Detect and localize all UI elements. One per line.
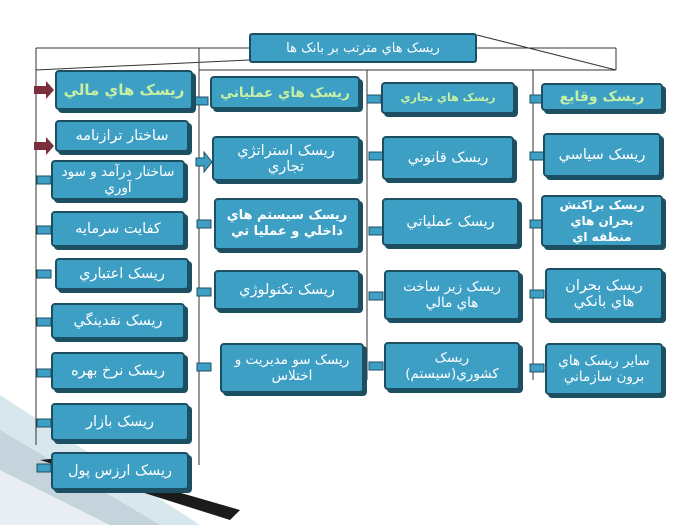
financial-arrows xyxy=(34,81,54,155)
operational-item-mismanagement: ريسک سو مديريت و اختلاس xyxy=(220,343,364,393)
business-risks-header: ريسک هاي تجاري xyxy=(381,82,515,114)
business-item-operational: ريسک عملياتي xyxy=(382,198,519,246)
operational-item-technology: ريسک تکنولوژي xyxy=(214,270,360,310)
business-item-legal: ريسک قانوني xyxy=(382,136,514,180)
events-item-regional-crisis: ريسک براکنش بحران هاي منطقه اي xyxy=(541,195,663,247)
financial-item-market-risk: ريسک بازار xyxy=(51,403,189,441)
events-item-political: ريسک سياسي xyxy=(543,133,661,177)
financial-item-balance-sheet: ساختار ترازنامه xyxy=(55,120,189,152)
events-item-banking-crisis: ريسک بحران هاي بانکي xyxy=(545,268,663,320)
financial-item-capital-adequacy: کفايت سرمايه xyxy=(51,211,185,247)
business-item-financial-infrastructure: ريسک زير ساخت هاي مالي xyxy=(384,270,520,320)
financial-item-income-structure: ساختار درآمد و سود آوري xyxy=(51,160,185,200)
business-item-country-risk: ريسک کشوري(سيستم) xyxy=(384,342,520,390)
diagram-title: ريسک هاي مترتب بر بانک ها xyxy=(249,33,477,63)
events-item-external-risks: ساير ريسک هاي برون سازماني xyxy=(545,343,663,395)
financial-item-interest-rate-risk: ريسک نرخ بهره xyxy=(51,352,185,390)
operational-item-strategy: ريسک استراتژي تجاري xyxy=(212,136,360,181)
events-risks-header: ريسک وقايع xyxy=(541,83,663,111)
financial-item-credit-risk: ريسک اعتباري xyxy=(55,258,189,290)
operational-risks-header: ريسک هاي عملياتي xyxy=(210,76,360,109)
operational-item-internal-systems: ريسک سيستم هاي داخلي و عمليا تي xyxy=(214,198,360,250)
financial-item-liquidity-risk: ريسک نقدينگي xyxy=(51,303,185,339)
financial-risks-header: ريسک هاي مالي xyxy=(55,70,193,110)
financial-item-currency-risk: ريسک ارزس پول xyxy=(51,452,189,490)
